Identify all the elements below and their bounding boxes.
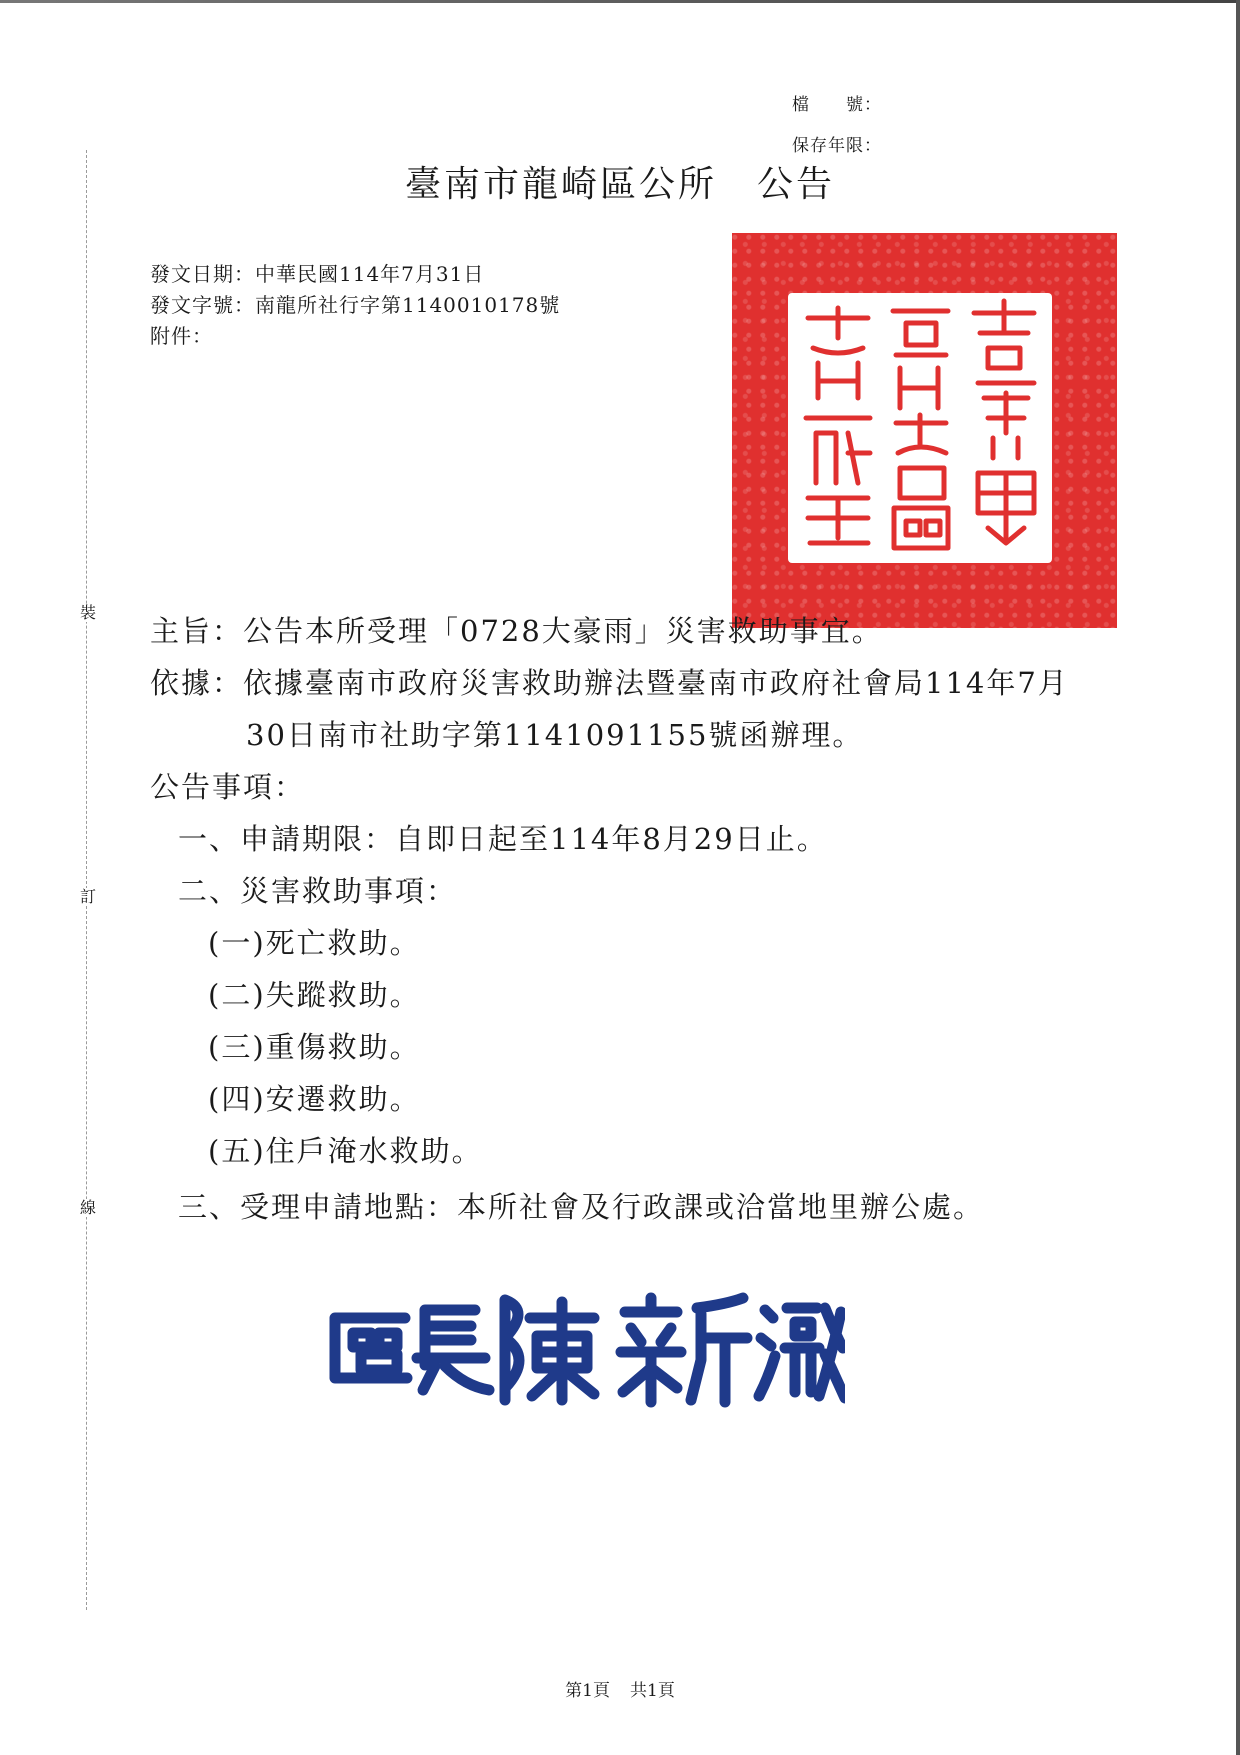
page-edge [0,0,1240,3]
file-number-label: 檔 號： [792,95,882,115]
signature-glyphs [325,1288,845,1408]
retention-period-label: 保存年限： [792,136,882,156]
subject-line: 主旨：公告本所受理「0728大豪雨」災害救助事宜。 [150,614,883,648]
binding-mark-3: 線 [80,1198,97,1217]
items-heading: 公告事項： [150,770,306,804]
official-seal [732,233,1117,628]
attachment-label: 附件： [150,324,213,348]
sub-item-missing: (二)失蹤救助。 [208,978,421,1012]
page-footer [0,1676,1240,1701]
issue-date: 發文日期：中華民國114年7月31日 [150,262,485,286]
seal-glyphs [788,293,1052,563]
document-type: 公告 [757,164,836,205]
seal-inner [788,293,1052,563]
sub-item-death: (一)死亡救助。 [208,926,421,960]
basis-line-1: 依據：依據臺南市政府災害救助辦法暨臺南市政府社會局114年7月 [150,666,1069,700]
binding-mark-1: 裝 [80,603,97,622]
sub-item-injury: (三)重傷救助。 [208,1030,421,1064]
document-title [0,156,1240,207]
binding-line [86,150,87,1610]
basis-line-2: 30日南市社助字第1141091155號函辦理。 [246,718,864,752]
item-relief-types: 二、災害救助事項： [178,874,458,908]
agency-name: 臺南市龍崎區公所 [404,164,717,205]
binding-mark-2: 訂 [80,887,97,906]
item-application-location: 三、受理申請地點：本所社會及行政課或洽當地里辦公處。 [178,1190,985,1224]
page-edge-right [1236,0,1240,1755]
sub-item-flooding: (五)住戶淹水救助。 [208,1134,483,1168]
page-number: 第1頁 [565,1681,610,1701]
page-total: 共1頁 [630,1681,675,1701]
chief-signature [325,1288,845,1408]
document-number: 發文字號：南龍所社行字第1140010178號 [150,293,561,317]
sub-item-relocation: (四)安遷救助。 [208,1082,421,1116]
item-application-period: 一、申請期限：自即日起至114年8月29日止。 [178,822,828,856]
